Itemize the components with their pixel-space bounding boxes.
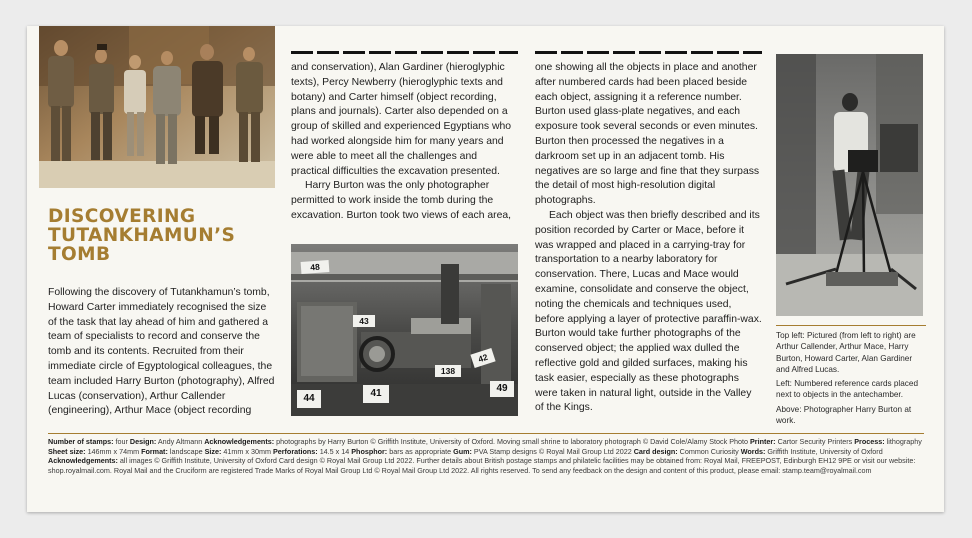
footer-tail: Card design © Royal Mail Group Ltd 2022. Further details about British postage stamps and philatelic facilities may be obtained from: Royal Mail, FREEPOST, Edinburgh EH12 9PE or visit our website: shop.royalmail.com. Royal Mail and the Cruciform are registered Trade Marks of Royal Mail Group Ltd © Royal Mail Group Ltd 2022. All rights reserved. To send any feedback on the design and content of this product, please email: stamp.team@royalmail.com	[48, 456, 916, 475]
size-label: Size:	[204, 446, 222, 456]
phosphor-value: bars as appropriate	[389, 446, 452, 456]
ack2-value: all images © Griffith Institute, University of Oxford	[119, 456, 277, 466]
format-label: Format:	[141, 446, 168, 456]
reference-card: 42	[470, 348, 495, 368]
right-paragraph-2: Each object was then briefly described and its position recorded by Carter or Mace, before it was wrapped and placed in a carrying-tray for transportation to a nearby laboratory for conservation. There, Lucas and Mace would examine, consolidate and conserve the object, noting the chemicals and techniques used, before applying a layer of protective paraffin-wax. Burton would take further photographs of the conserved object; the applied wax dulled the reflective gold and gilded surfaces, making his task easier, especially as these photographs were taken in natural light, outside in the Valley of the Kings.	[535, 209, 762, 414]
format-value: landscape	[169, 446, 203, 456]
process-label: Process:	[854, 437, 885, 446]
text-column-left	[48, 286, 276, 424]
footer-divider	[48, 433, 924, 434]
title-line-1: DISCOVERING	[48, 206, 196, 227]
perf-label: Perforations:	[272, 446, 318, 456]
photo-captions	[776, 325, 926, 429]
size-value: 41mm x 30mm	[223, 446, 271, 456]
reference-card: 138	[435, 365, 461, 377]
caption-above: Above: Photographer Harry Burton at work.	[776, 404, 912, 426]
mid-paragraph-1: and conservation), Alan Gardiner (hieroglyphic texts), Percy Newberry (hieroglyphic texts and botany) and Carter himself (object recording, plans and journals). Carter also depended on a group of skilled and experienced Egyptians who had worked alongside him for many years and were able to meet all the challenges and practical difficulties the excavation presented.	[291, 62, 512, 177]
stamps-label: Number of stamps:	[48, 437, 114, 446]
gum-label: Gum:	[453, 446, 472, 456]
phosphor-label: Phosphor:	[351, 446, 388, 456]
photographer-photo	[776, 54, 923, 316]
stamp-design-copyright: Stamp designs © Royal Mail Group Ltd 2022	[489, 446, 632, 456]
team-photo	[39, 26, 275, 188]
printer-label: Printer:	[750, 437, 776, 446]
mid-paragraph-2: Harry Burton was the only photographer permitted to work inside the tomb during the excavation. Burton took two views of each area,	[291, 180, 512, 221]
reference-card: 49	[490, 381, 514, 397]
divider-bar-mid	[291, 51, 518, 54]
caption-left: Left: Numbered reference cards placed next to objects in the antechamber.	[776, 379, 918, 400]
reference-card: 44	[297, 390, 321, 408]
title-line-2: TUTANKHAMUN’S	[48, 225, 236, 246]
ack-label: Acknowledgements:	[204, 437, 275, 446]
stamps-value: four	[115, 437, 128, 446]
words-value: Griffith Institute, University of Oxford	[767, 446, 883, 456]
words-label: Words:	[740, 446, 766, 456]
title-line-3: TOMB	[48, 244, 111, 265]
ack-value: photographs by Harry Burton © Griffith Institute, University of Oxford. Moving small shrine to laboratory photograph © David Cole/Alamy Stock Photo	[276, 437, 748, 446]
intro-paragraph: Following the discovery of Tutankhamun’s tomb, Howard Carter immediately recognised the size of the task that lay ahead of him and gathered a team of specialists to record and conserve the tomb and its contents. Recruited from their immediate circle of Egyptological colleagues, the team included Harry Burton (photography), Alfred Lucas (conservation), Arthur Callender (engineering), Arthur Mace (object recording	[48, 287, 275, 417]
ack2-label: Acknowledgements:	[48, 456, 118, 466]
design-value: Andy Altmann	[157, 437, 203, 446]
antechamber-photo	[291, 244, 518, 416]
right-paragraph-1: one showing all the objects in place and another after numbered cards had been placed beside each object, assigning it a reference number. Burton used glass-plate negatives, and each exposure took several seconds or even minutes. Burton then processed the negatives in a darkroom set up in an adjacent tomb. His negatives are so large and fine that they surpass the detail of most high-resolution digital photographs.	[535, 62, 760, 207]
process-value: lithography	[886, 437, 922, 446]
sheet-value: 146mm x 74mm	[87, 446, 140, 456]
footer-details	[48, 437, 928, 475]
text-column-right	[535, 61, 762, 423]
caption-top-left: Top left: Pictured (from left to right) are Arthur Callender, Arthur Mace, Harry Burton, Howard Carter, Alan Gardiner and Alfred Lucas.	[776, 331, 916, 374]
info-sheet	[27, 26, 944, 512]
gum-value: PVA	[473, 446, 488, 456]
reference-card: 41	[363, 385, 389, 403]
reference-card: 43	[353, 315, 375, 327]
card-design-value: Common Curiosity	[679, 446, 739, 456]
design-label: Design:	[129, 437, 157, 446]
sheet-label: Sheet size:	[48, 446, 86, 456]
reference-card: 48	[301, 260, 330, 274]
text-column-middle	[291, 61, 518, 243]
perf-value: 14.5 x 14	[319, 446, 350, 456]
divider-bar-right	[535, 51, 762, 54]
card-design-label: Card design:	[633, 446, 678, 456]
page-title	[48, 207, 288, 264]
printer-value: Cartor Security Printers	[777, 437, 853, 446]
